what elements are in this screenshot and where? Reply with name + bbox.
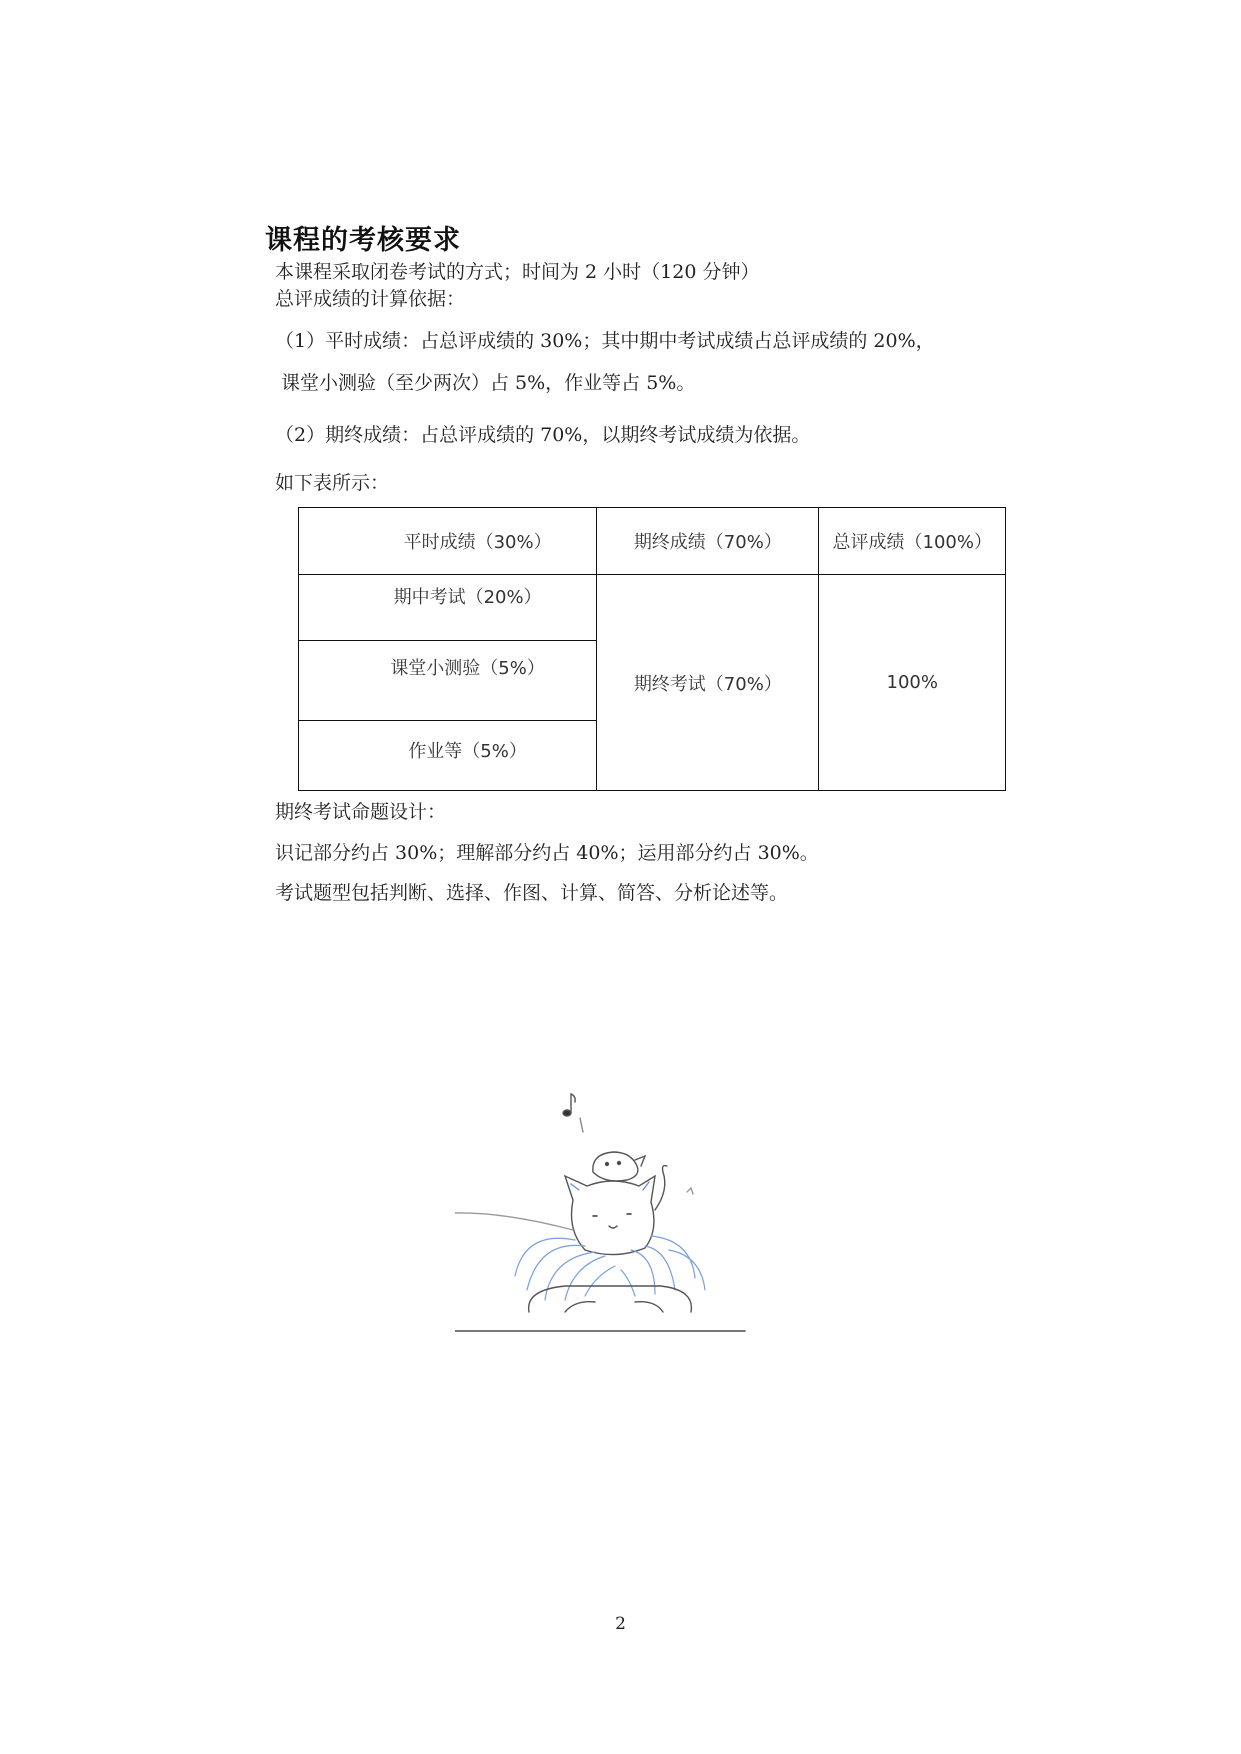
final-score-line: （2）期终成绩：占总评成绩的 70%，以期终考试成绩为依据。 — [275, 424, 811, 446]
regular-score-line-1: （1）平时成绩：占总评成绩的 30%；其中期中考试成绩占总评成绩的 20%， — [275, 330, 935, 352]
basis-label: 总评成绩的计算依据： — [275, 288, 466, 310]
table-header-cell: 总评成绩（100%） — [819, 508, 1006, 575]
table-cell: 期中考试（20%） — [299, 575, 597, 641]
exam-format-text: 本课程采取闭卷考试的方式；时间为 2 小时（120 分钟） — [275, 261, 760, 283]
regular-score-line-2: 课堂小测验（至少两次）占 5%，作业等占 5%。 — [281, 372, 696, 394]
table-intro: 如下表所示： — [275, 472, 390, 494]
total-cell: 100% — [819, 575, 1006, 791]
table-cell: 作业等（5%） — [299, 721, 597, 791]
final-exam-cell: 期终考试（70%） — [597, 575, 819, 791]
question-types: 考试题型包括判断、选择、作图、计算、简答、分析论述等。 — [275, 882, 789, 904]
table-header-cell: 期终成绩（70%） — [597, 508, 819, 575]
grade-composition-table — [298, 507, 1006, 791]
table-row — [299, 575, 1006, 641]
design-label: 期终考试命题设计： — [275, 801, 447, 823]
design-proportions: 识记部分约占 30%；理解部分约占 40%；运用部分约占 30%。 — [275, 842, 819, 864]
page-number: 2 — [615, 1614, 626, 1634]
cartoon-illustration — [455, 1080, 775, 1380]
table-header-row — [299, 508, 1006, 575]
table-cell: 课堂小测验（5%） — [299, 641, 597, 721]
section-heading: 课程的考核要求 — [265, 225, 461, 256]
table-header-cell: 平时成绩（30%） — [299, 508, 597, 575]
